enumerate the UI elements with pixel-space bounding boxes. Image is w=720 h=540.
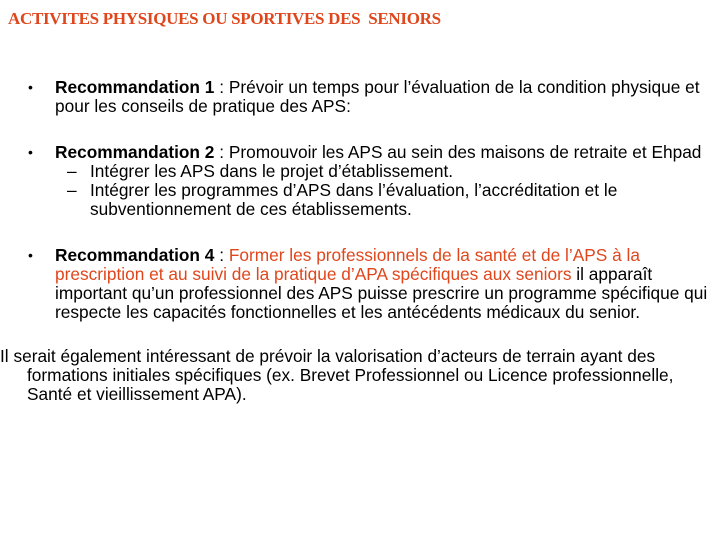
- recommendation-label: Recommandation 1: [55, 77, 215, 97]
- recommendation-1: [28, 78, 708, 116]
- separator: :: [214, 77, 229, 97]
- bullet-icon: •: [28, 79, 33, 95]
- separator: :: [214, 245, 229, 265]
- recommendation-text: Promouvoir les APS au sein des maisons de retraite et Ehpad: [228, 142, 702, 162]
- dash-icon: –: [67, 180, 77, 200]
- closing-paragraph: Il serait également intéressant de prévoir la valorisation d’acteurs de terrain ayant des formations initiales spécifiques (ex. Brevet Professionnel ou Licence professionnelle, Santé et vieillissement APA).: [0, 346, 674, 404]
- recommendation-text: Prévoir un temps pour l’évaluation de la condition physique et pour les conseils de pratique des APS:: [55, 77, 700, 116]
- recommendation-4: [28, 246, 708, 322]
- sub-item: [62, 162, 708, 181]
- recommendation-label: Recommandation 4: [55, 245, 215, 265]
- sub-item-text: Intégrer les programmes d’APS dans l’évaluation, l’accréditation et le subventionnement de ces établissements.: [90, 180, 618, 219]
- sub-item: [62, 181, 708, 219]
- separator: :: [214, 142, 229, 162]
- dash-icon: –: [67, 161, 77, 181]
- sub-item-text: Intégrer les APS dans le projet d’établissement.: [90, 161, 454, 181]
- recommendation-2: [28, 143, 708, 219]
- slide-title: ACTIVITES PHYSIQUES OU SPORTIVES DES SENIORS: [8, 9, 441, 28]
- bullet-icon: •: [28, 144, 33, 160]
- slide-content: [0, 77, 708, 404]
- recommendation-label: Recommandation 2: [55, 142, 215, 162]
- bullet-icon: •: [28, 247, 33, 263]
- sub-item-list: [55, 162, 708, 219]
- recommendation-text: il apparaît important qu’un professionnel des APS puisse prescrire un programme spécifique qui respecte les capacités fonctionnelles et les antécédents médicaux du senior.: [55, 264, 708, 322]
- highlighted-text: Former les professionnels de la santé et de l’APS à la prescription et au suivi de la pratique d’APA spécifiques aux seniors: [55, 245, 640, 284]
